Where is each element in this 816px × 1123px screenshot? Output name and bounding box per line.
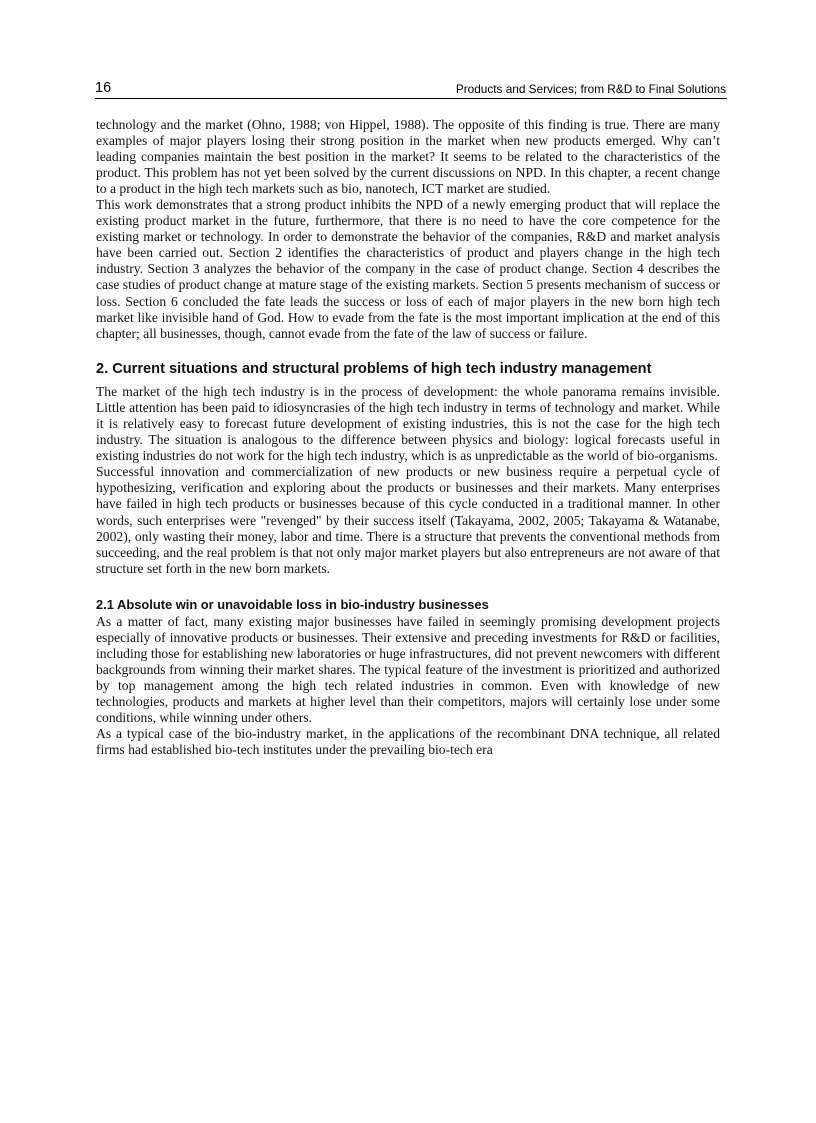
paragraph: The market of the high tech industry is in the process of development: the whole panorama remains invisible. Little attention has been paid to idiosyncrasies of the high tech industry in terms of technology and market. While it is relatively easy to forecast future development of existing industries, this is not the case for the high tech industry. The situation is analogous to the difference between physics and biology: logical forecasts useful in existing industries do not work for the high tech industry, which is as unpredictable as the world of bio-organisms. <box>96 384 720 464</box>
paragraph: This work demonstrates that a strong product inhibits the NPD of a newly emerging product that will replace the existing product market in the future, furthermore, that there is no need to have the core competence for the existing market or technology. In order to demonstrate the behavior of the companies, R&D and market analysis have been carried out. Section 2 identifies the characteristics of product and players change in the high tech industry. Section 3 analyzes the behavior of the company in the case of product change. Section 4 describes the case studies of product change at mature stage of the existing markets. Section 5 presents mechanism of success or loss. Section 6 concluded the fate leads the success or loss of each of major players in the new born high tech market like invisible hand of God. How to evade from the fate is the most important implication at the end of this chapter; all businesses, though, cannot evade from the fate of the law of success or failure. <box>96 197 720 341</box>
page-number: 16 <box>95 80 112 96</box>
paragraph: As a matter of fact, many existing major businesses have failed in seemingly promising development projects especially of innovative products or businesses. Their extensive and preceding investments for R&D or facilities, including those for establishing new laboratories or huge infrastructures, did not prevent newcomers with different backgrounds from winning their market shares. The typical feature of the investment is prioritized and authorized by top management among the high tech related industries in common. Even with knowledge of new technologies, products and markets at higher level than their competitors, majors will certainly lose under some conditions, while winning under others. <box>96 613 720 725</box>
paragraph: technology and the market (Ohno, 1988; von Hippel, 1988). The opposite of this finding is true. There are many examples of major players losing their strong position in the market when new products emerged. Why can’t leading companies maintain the best position in the market? It seems to be related to the characteristics of the product. This problem has not yet been solved by the current discussions on NPD. In this chapter, a recent change to a product in the high tech markets such as bio, nanotech, ICT market are studied. <box>96 117 720 197</box>
section-heading: 2. Current situations and structural problems of high tech industry management <box>96 360 652 377</box>
subsection-heading: 2.1 Absolute win or unavoidable loss in bio-industry businesses <box>96 596 489 612</box>
page-header <box>95 80 727 99</box>
body-text <box>96 117 720 758</box>
running-title: Products and Services; from R&D to Final Solutions <box>455 82 726 96</box>
paragraph: Successful innovation and commercialization of new products or new business require a perpetual cycle of hypothesizing, verification and exploring about the products or businesses and their markets. Many enterprises have failed in high tech products or businesses because of this cycle conducted in a traditional manner. In other words, such enterprises were "revenged" by their success itself (Takayama, 2002, 2005; Takayama & Watanabe, 2002), only wasting their money, labor and time. There is a structure that prevents the conventional methods from succeeding, and the real problem is that not only major market players but also entrepreneurs are not aware of that structure set forth in the new born markets. <box>96 464 720 576</box>
paragraph: As a typical case of the bio-industry market, in the applications of the recombinant DNA technique, all related firms had established bio-tech institutes under the prevailing bio-tech era <box>96 726 720 758</box>
